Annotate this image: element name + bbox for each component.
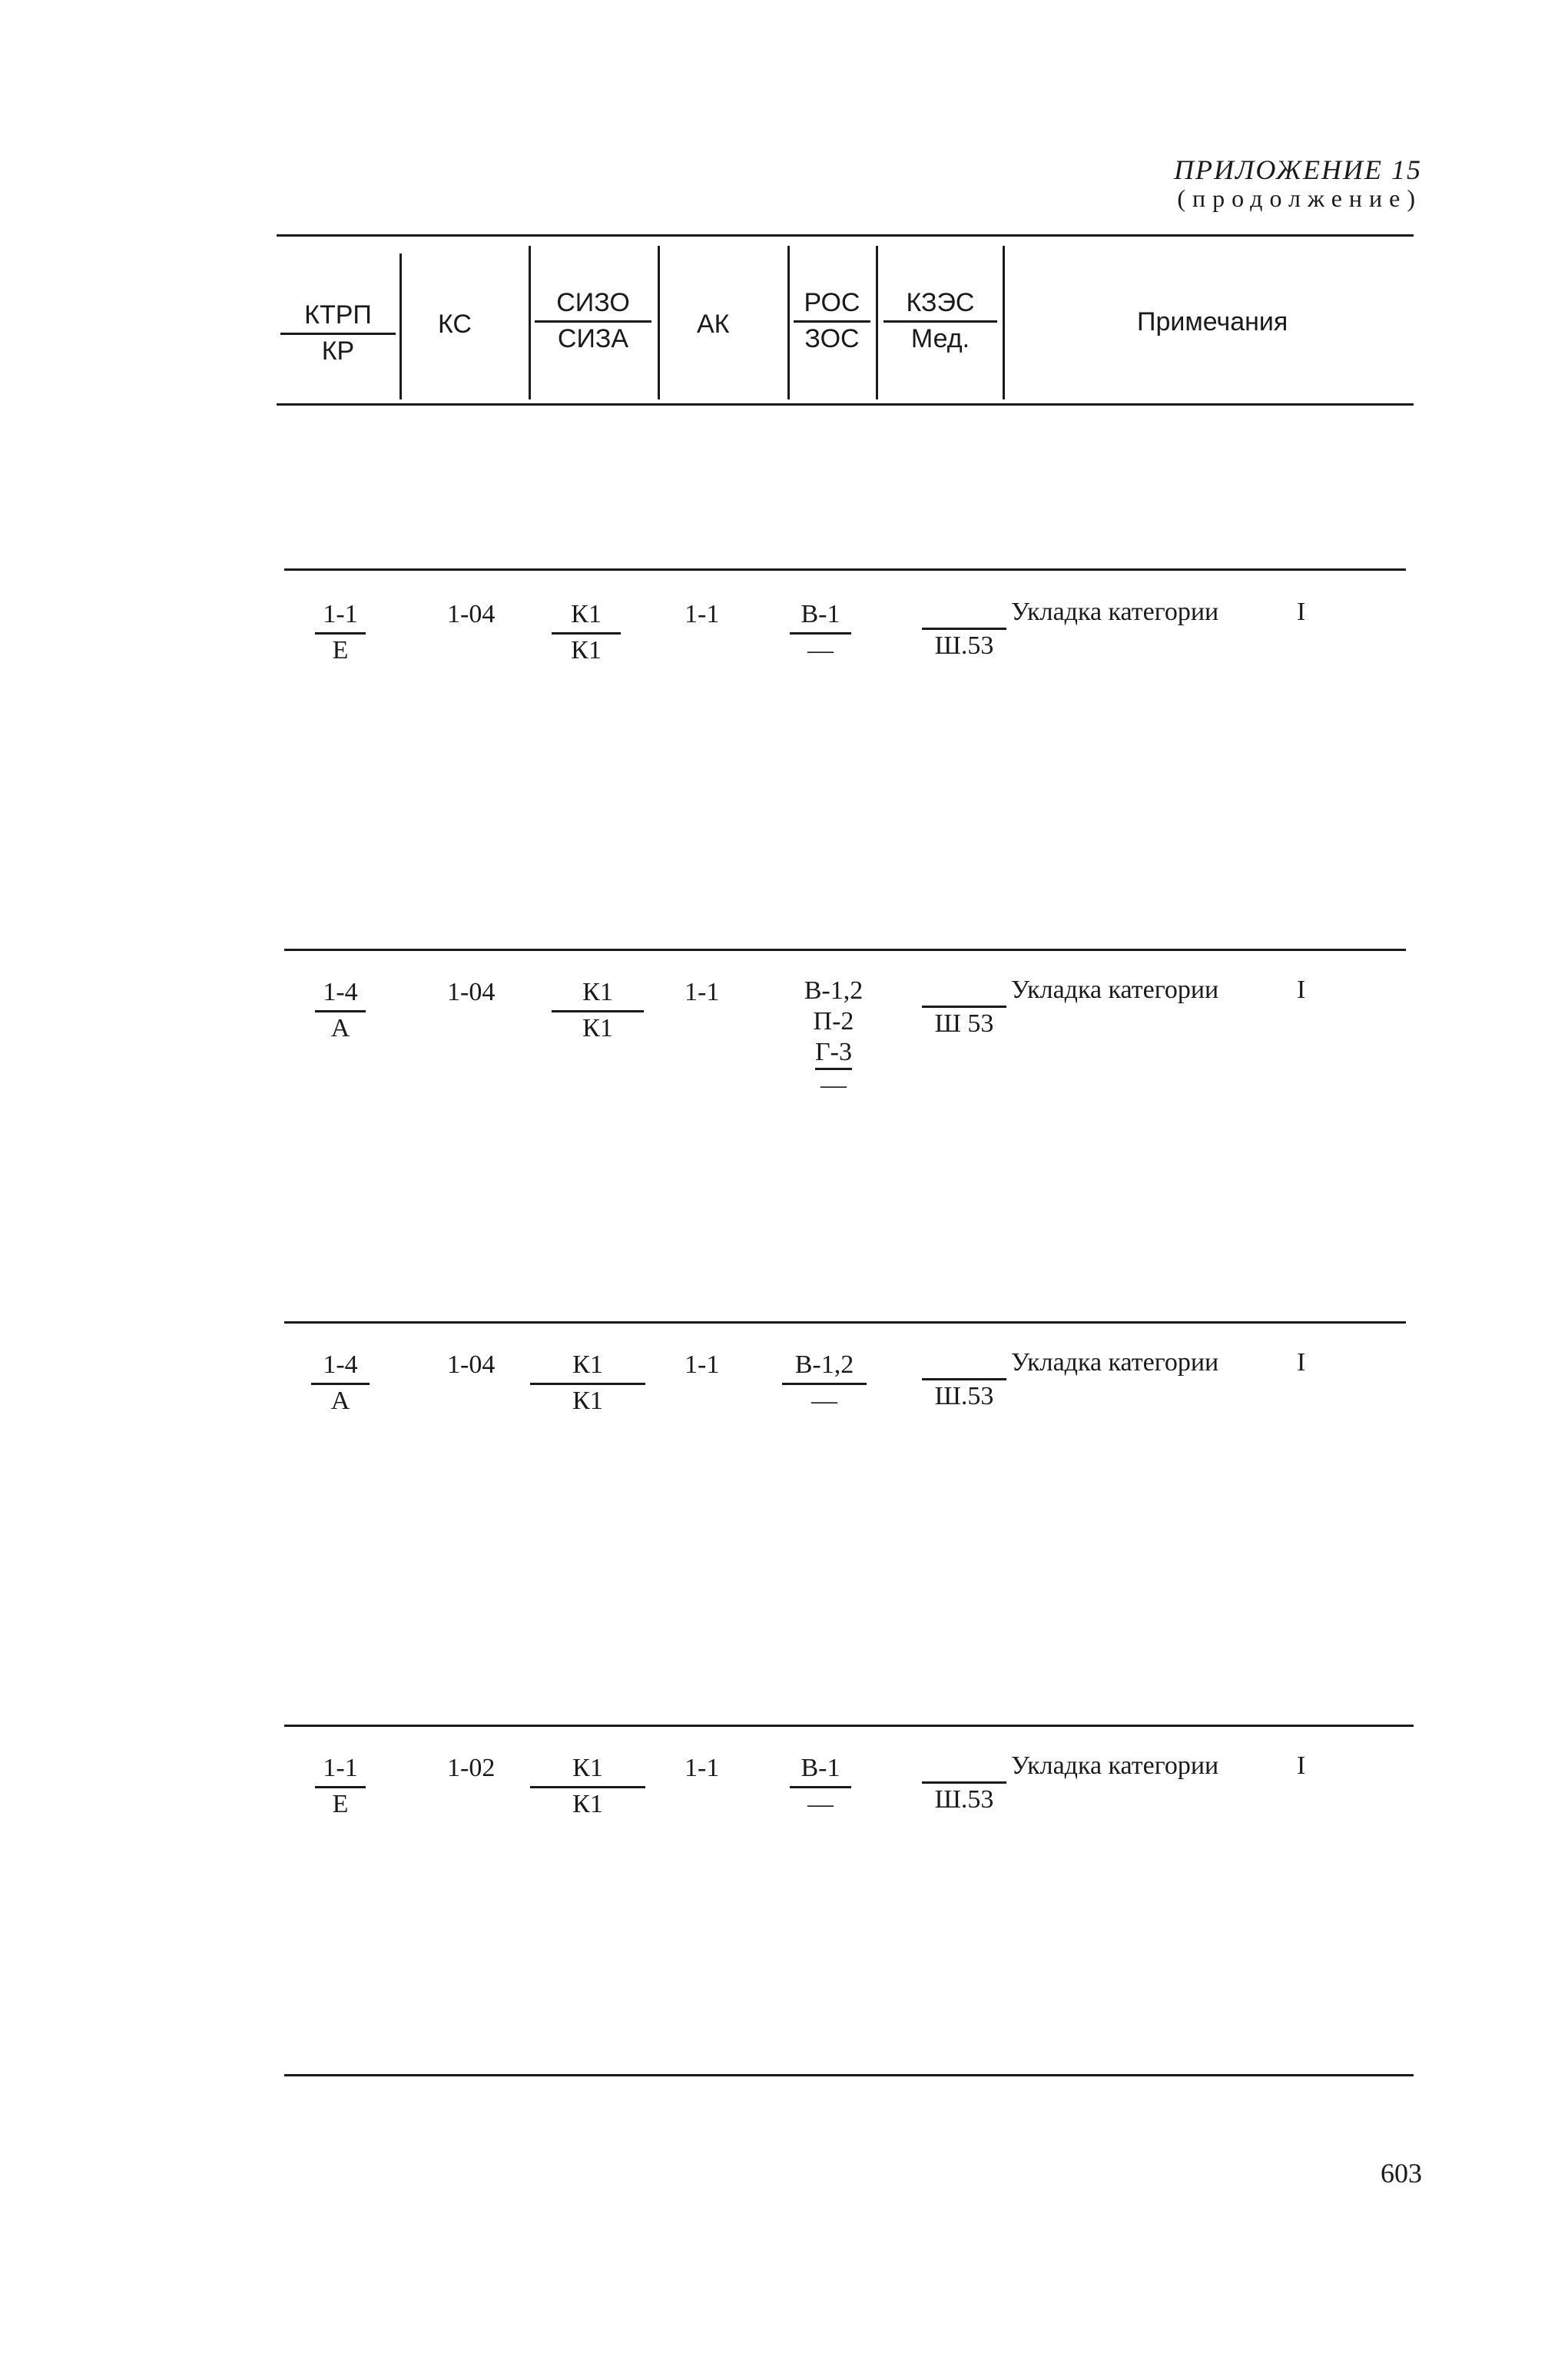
appendix-title: ПРИЛОЖЕНИЕ 15 (1174, 154, 1422, 185)
row-med: Ш.53 (934, 631, 994, 660)
column-header-zos: ЗОС (794, 320, 870, 352)
column-header-ks: КС (438, 310, 472, 339)
row-category: I (1297, 1348, 1306, 1377)
row-ros: В-1 (801, 600, 840, 628)
column-header-siza: СИЗА (535, 320, 651, 352)
row-kr: Е (315, 1786, 366, 1818)
row-note: Укладка категории (1011, 1348, 1219, 1377)
row-note: Укладка категории (1011, 598, 1219, 626)
row-note: Укладка категории (1011, 976, 1219, 1004)
row-ros-item: Г-3 (815, 1037, 852, 1070)
row-kzes (922, 1352, 1006, 1380)
row-kzes (922, 1755, 1006, 1784)
row-kzes-med (922, 1352, 1006, 1410)
row-ks: 1-04 (447, 600, 496, 628)
column-header-sizo: СИЗО (556, 288, 630, 317)
column-divider (399, 254, 402, 399)
column-header-med: Мед. (883, 320, 997, 352)
column-divider (876, 246, 878, 399)
header-top-rule (277, 234, 1414, 237)
column-header-sizo-siza (535, 290, 651, 352)
row-kzes (922, 601, 1006, 630)
row-ros-item: В-1,2 (804, 976, 864, 1005)
row-separator (284, 1725, 1414, 1727)
header-bottom-rule (277, 403, 1414, 406)
row-ros-item: П-2 (813, 1007, 854, 1036)
row-siza: К1 (552, 1010, 644, 1042)
row-separator (284, 1321, 1406, 1324)
column-header-notes: Примечания (1137, 307, 1288, 336)
row-kr: А (311, 1383, 370, 1414)
column-divider (787, 246, 790, 399)
row-category: I (1297, 598, 1306, 626)
row-ks: 1-04 (447, 1350, 496, 1379)
row-ktrp: 1-1 (323, 1754, 358, 1782)
row-sizo: К1 (572, 1754, 603, 1782)
row-siza: К1 (552, 632, 621, 664)
row-separator (284, 949, 1406, 951)
row-ktrp-kr (315, 1755, 366, 1818)
row-category: I (1297, 1751, 1306, 1780)
page-number: 603 (1381, 2158, 1422, 2189)
row-zos: — (820, 1071, 847, 1099)
row-kr: А (315, 1010, 366, 1042)
row-ktrp: 1-4 (323, 978, 358, 1006)
row-category: I (1297, 976, 1306, 1004)
row-ktrp-kr (311, 1352, 370, 1414)
column-header-ros: РОС (804, 288, 860, 317)
row-kr: Е (315, 632, 366, 664)
row-ktrp-kr (315, 979, 366, 1042)
row-kzes-med (922, 601, 1006, 659)
row-ros: В-1,2 (794, 1350, 854, 1379)
row-note: Укладка категории (1011, 1751, 1219, 1780)
row-ktrp: 1-4 (323, 1350, 358, 1379)
row-ros: В-1 (801, 1754, 840, 1782)
row-ks: 1-04 (447, 978, 496, 1006)
row-med: Ш.53 (934, 1785, 994, 1814)
row-ak: 1-1 (685, 1754, 720, 1782)
column-header-ak: АК (697, 310, 730, 339)
row-med: Ш.53 (934, 1382, 994, 1410)
row-zos: — (790, 632, 851, 664)
row-kzes (922, 979, 1006, 1008)
column-divider (1003, 246, 1005, 399)
row-sizo-siza (552, 601, 621, 664)
row-ktrp: 1-1 (323, 600, 358, 628)
row-sizo-siza (530, 1755, 645, 1818)
column-header-kzes-med (883, 290, 997, 352)
row-siza: К1 (530, 1786, 645, 1818)
row-siza: К1 (530, 1383, 645, 1414)
column-header-ktrp: КТРП (304, 300, 372, 330)
row-ros-list (799, 976, 868, 1101)
row-ak: 1-1 (685, 1350, 720, 1379)
row-sizo: К1 (571, 600, 602, 628)
column-header-ros-zos (794, 290, 870, 352)
row-ros-zos (790, 1755, 851, 1818)
column-divider (529, 246, 531, 399)
row-sizo-siza (552, 979, 644, 1042)
row-zos: — (790, 1786, 851, 1818)
appendix-subtitle: (продолжение) (1177, 184, 1422, 212)
table-bottom-rule (284, 2074, 1414, 2076)
row-med: Ш 53 (934, 1009, 994, 1038)
row-sizo: К1 (572, 1350, 603, 1379)
row-ros-zos (782, 1352, 867, 1414)
row-kzes-med (922, 1755, 1006, 1813)
column-header-ktrp-kr (280, 302, 396, 364)
row-separator (284, 568, 1406, 571)
row-kzes-med (922, 979, 1006, 1037)
row-ks: 1-02 (447, 1754, 496, 1782)
column-header-kr: КР (280, 333, 396, 364)
row-sizo-siza (530, 1352, 645, 1414)
row-ak: 1-1 (685, 978, 720, 1006)
row-ros-zos (790, 601, 851, 664)
column-header-kzes: КЗЭС (906, 288, 975, 317)
row-zos: — (782, 1383, 867, 1414)
row-ktrp-kr (315, 601, 366, 664)
column-divider (658, 246, 660, 399)
row-sizo: К1 (582, 978, 613, 1006)
row-ak: 1-1 (685, 600, 720, 628)
